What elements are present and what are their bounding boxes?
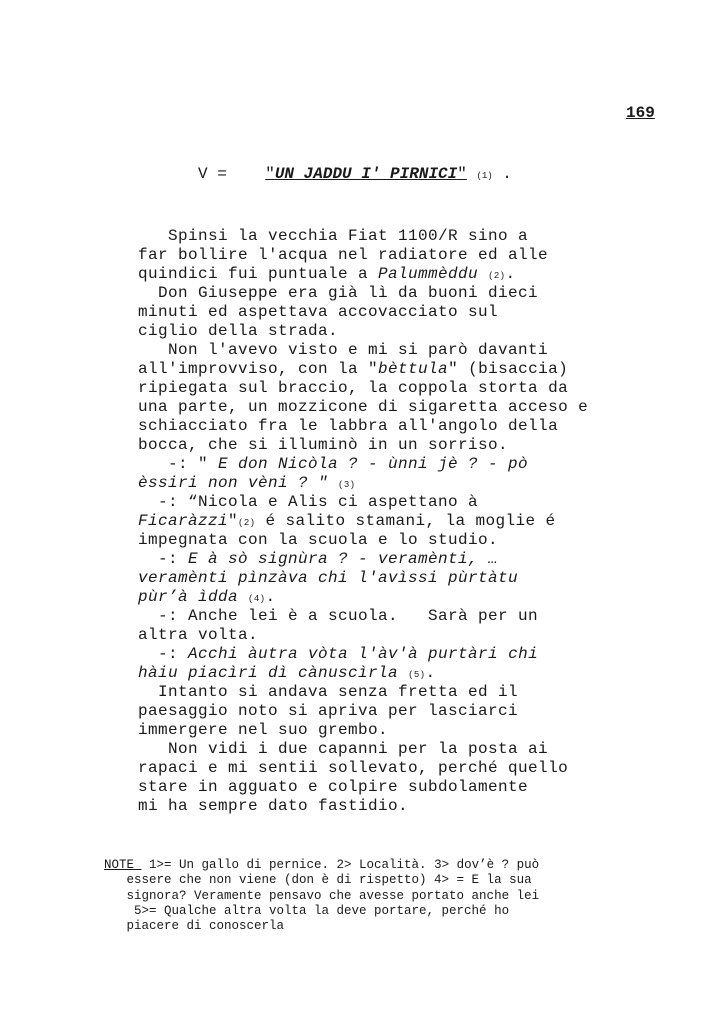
- body-text-segment: [478, 265, 488, 283]
- body-text-segment: E don Nicòla ? - ùnni jè ? - pò: [218, 455, 529, 473]
- body-text-segment: ciglio della strada.: [138, 322, 339, 340]
- chapter-open-quote: ": [265, 165, 275, 183]
- chapter-title: UN JADDU I' PIRNICI: [274, 165, 458, 183]
- body-line: [138, 607, 718, 626]
- note-line: [104, 858, 714, 873]
- body-text-segment: Non l'avevo visto e mi si parò davanti: [138, 341, 549, 359]
- body-text-segment: Intanto si andava senza fretta ed il: [138, 683, 519, 701]
- body-text-segment: ripiegata sul braccio, la coppola storta da: [138, 379, 569, 397]
- body-text-segment: mi ha sempre dato fastidio.: [138, 797, 409, 815]
- body-text-segment: ": [228, 512, 239, 530]
- note-line: [104, 919, 714, 934]
- body-text-segment: Don Giuseppe era già lì da buoni dieci: [138, 284, 539, 302]
- body-line: [138, 778, 718, 797]
- body-line: [138, 569, 718, 588]
- body-text-segment: hàiu piacìri dì cànuscìrla: [138, 664, 399, 682]
- body-line: [138, 284, 718, 303]
- chapter-tail: .: [502, 165, 512, 183]
- body-text: [138, 227, 718, 816]
- body-line: [138, 721, 718, 740]
- body-line: [138, 303, 718, 322]
- note-text: 5>= Qualche altra volta la deve portare, perché ho: [104, 903, 510, 918]
- body-line: [138, 341, 718, 360]
- footnote-ref: (5): [408, 670, 426, 680]
- body-text-segment: Ficaràzzi: [138, 512, 229, 530]
- body-text-segment: paesaggio noto si apriva per lasciarci: [138, 702, 519, 720]
- body-text-segment: -:: [138, 645, 189, 663]
- body-text-segment: -:: [138, 550, 189, 568]
- body-text-segment: " (bisaccia): [448, 360, 569, 378]
- note-text: essere che non viene (don è di rispetto) 4> = E la sua: [104, 873, 532, 888]
- body-line: [138, 550, 718, 569]
- body-text-segment: .: [425, 664, 436, 682]
- body-text-segment: altra volta.: [138, 626, 259, 644]
- body-text-segment: quindici fui puntuale a: [138, 265, 379, 283]
- body-line: [138, 493, 718, 512]
- body-line: [138, 398, 718, 417]
- note-line: [104, 873, 714, 888]
- body-line: [138, 645, 718, 664]
- chapter-close-quote: ": [457, 165, 467, 183]
- body-text-segment: -: “Nicola e Alis ci aspettano à: [138, 493, 479, 511]
- body-text-segment: all'improvviso, con la ": [138, 360, 379, 378]
- body-line: [138, 474, 718, 493]
- body-text-segment: schiacciato fra le labbra all'angolo della: [138, 417, 559, 435]
- body-line: [138, 265, 718, 284]
- body-text-segment: stare in agguato e colpire subdolamente: [138, 778, 529, 796]
- body-text-segment: -: Anche lei è a scuola. Sarà per un: [138, 607, 539, 625]
- body-text-segment: .: [505, 265, 516, 283]
- body-line: [138, 322, 718, 341]
- footnote-ref: (2): [238, 518, 256, 528]
- body-line: [138, 797, 718, 816]
- chapter-heading: [198, 165, 512, 183]
- body-line: [138, 360, 718, 379]
- body-text-segment: una parte, un mozzicone di sigaretta acceso e: [138, 398, 589, 416]
- note-line: [104, 889, 714, 904]
- body-line: [138, 759, 718, 778]
- body-text-segment: immergere nel suo grembo.: [138, 721, 389, 739]
- footnote-ref: (4): [248, 594, 266, 604]
- body-line: [138, 626, 718, 645]
- note-line: [104, 904, 714, 919]
- footnote-ref: (3): [338, 480, 356, 490]
- body-text-segment: far bollire l'acqua nel radiatore ed alle: [138, 246, 549, 264]
- body-line: [138, 702, 718, 721]
- page-number: 169: [626, 104, 655, 122]
- footnotes: [104, 858, 714, 934]
- body-line: [138, 227, 718, 246]
- body-line: [138, 740, 718, 759]
- note-text: 1>= Un gallo di pernice. 2> Località. 3> dov’è ? può: [141, 858, 540, 872]
- body-text-segment: Palummèddu: [378, 265, 479, 283]
- body-line: [138, 683, 718, 702]
- body-line: [138, 588, 718, 607]
- footnote-ref: (2): [488, 271, 506, 281]
- body-text-segment: é salito stamani, la moglie é: [255, 512, 556, 530]
- body-line: [138, 246, 718, 265]
- body-text-segment: minuti ed aspettava accovacciato sul: [138, 303, 499, 321]
- notes-label: NOTE: [104, 858, 142, 872]
- chapter-footnote-ref: (1): [476, 171, 493, 181]
- body-line: [138, 379, 718, 398]
- body-text-segment: E à sò signùra ? - veramènti, …: [188, 550, 499, 568]
- note-text: signora? Veramente pensavo che avesse portato anche lei: [104, 888, 540, 903]
- chapter-number: V =: [198, 165, 227, 183]
- body-line: [138, 512, 718, 531]
- body-line: [138, 417, 718, 436]
- body-text-segment: [398, 664, 408, 682]
- body-text-segment: èssiri non vèni ? ": [138, 474, 339, 492]
- body-text-segment: rapaci e mi sentii sollevato, perché quello: [138, 759, 569, 777]
- body-text-segment: pùr’à ìdda: [138, 588, 239, 606]
- body-text-segment: impegnata con la scuola e lo studio.: [138, 531, 499, 549]
- body-text-segment: [238, 588, 248, 606]
- note-text: piacere di conoscerla: [104, 919, 285, 934]
- body-text-segment: bèttula: [378, 360, 449, 378]
- body-line: [138, 531, 718, 550]
- body-text-segment: Acchi àutra vòta l'àv'à purtàri chi: [188, 645, 539, 663]
- body-line: [138, 436, 718, 455]
- body-line: [138, 664, 718, 683]
- body-text-segment: Non vidi i due capanni per la posta ai: [138, 740, 549, 758]
- body-text-segment: bocca, che si illuminò in un sorriso.: [138, 436, 509, 454]
- body-text-segment: .: [265, 588, 276, 606]
- body-line: [138, 455, 718, 474]
- body-text-segment: veramènti pìnzàva chi l'avìssi pùrtàtu: [138, 569, 519, 587]
- body-text-segment: -: ": [138, 455, 219, 473]
- body-text-segment: Spinsi la vecchia Fiat 1100/R sino a: [138, 227, 529, 245]
